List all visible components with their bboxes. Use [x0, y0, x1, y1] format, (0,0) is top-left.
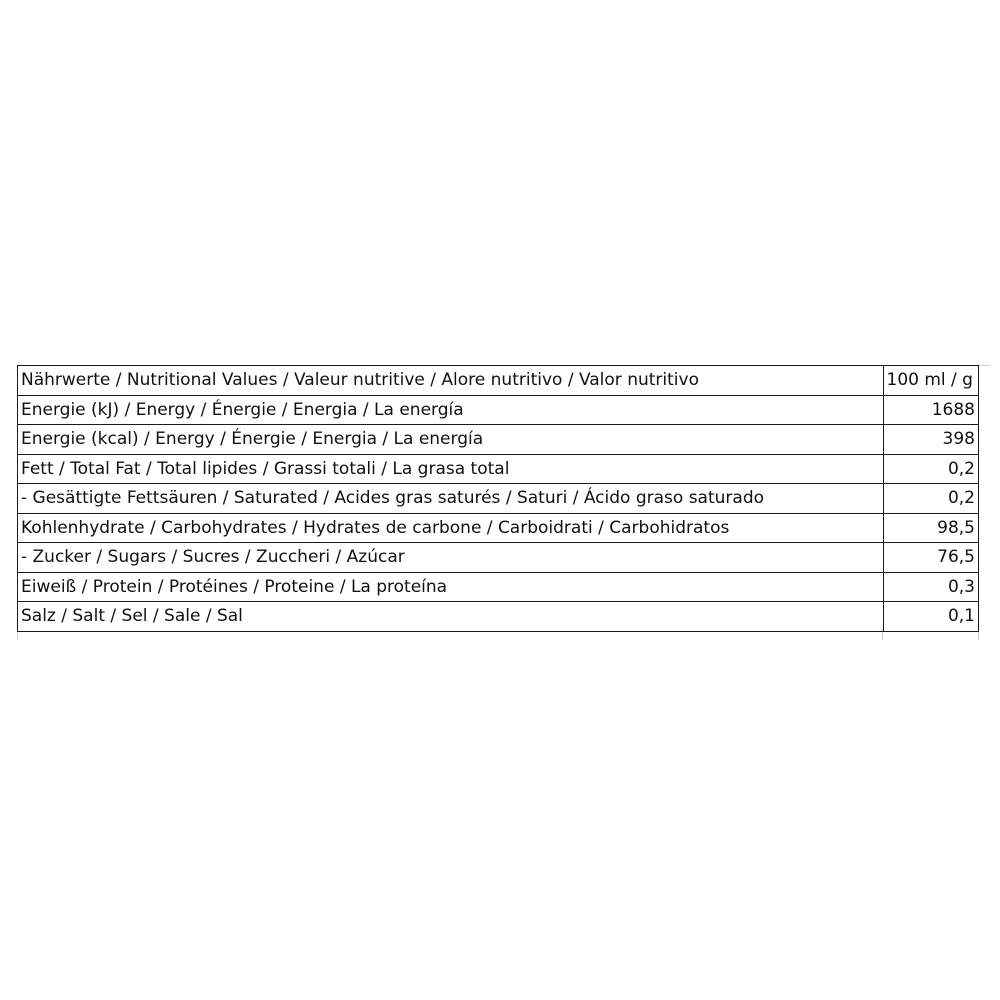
row-value-cell[interactable]: 0,2	[883, 454, 979, 484]
row-label-cell[interactable]: Fett / Total Fat / Total lipides / Grassi totali / La grasa total	[18, 454, 884, 484]
table-row	[18, 395, 979, 425]
table-row	[18, 425, 979, 455]
row-value-cell[interactable]: 1688	[883, 395, 979, 425]
nutrition-table	[17, 365, 979, 632]
row-label-cell[interactable]: Energie (kJ) / Energy / Énergie / Energia / La energía	[18, 395, 884, 425]
table-row	[18, 454, 979, 484]
row-value-cell[interactable]: 0,3	[883, 572, 979, 602]
row-label-cell[interactable]: - Gesättigte Fettsäuren / Saturated / Acides gras saturés / Saturi / Ácido graso saturado	[18, 484, 884, 514]
row-label-cell[interactable]: - Zucker / Sugars / Sucres / Zuccheri / Azúcar	[18, 543, 884, 573]
header-label-cell[interactable]: Nährwerte / Nutritional Values / Valeur nutritive / Alore nutritivo / Valor nutritivo	[18, 366, 884, 396]
table-row	[18, 513, 979, 543]
table-row	[18, 484, 979, 514]
gridline-left	[17, 630, 18, 640]
table-row	[18, 602, 979, 632]
gridline-right-edge	[978, 365, 990, 366]
row-value-cell[interactable]: 0,1	[883, 602, 979, 632]
row-label-cell[interactable]: Salz / Salt / Sel / Sale / Sal	[18, 602, 884, 632]
gridline-right	[978, 630, 979, 640]
gridline-middle	[882, 630, 883, 640]
row-label-cell[interactable]: Eiweiß / Protein / Protéines / Proteine / La proteína	[18, 572, 884, 602]
table-row	[18, 572, 979, 602]
row-label-cell[interactable]: Kohlenhydrate / Carbohydrates / Hydrates de carbone / Carboidrati / Carbohidratos	[18, 513, 884, 543]
table-row	[18, 543, 979, 573]
row-value-cell[interactable]: 398	[883, 425, 979, 455]
row-label-cell[interactable]: Energie (kcal) / Energy / Énergie / Energia / La energía	[18, 425, 884, 455]
row-value-cell[interactable]: 76,5	[883, 543, 979, 573]
row-value-cell[interactable]: 98,5	[883, 513, 979, 543]
header-unit-cell[interactable]: 100 ml / g	[883, 366, 979, 396]
row-value-cell[interactable]: 0,2	[883, 484, 979, 514]
table-header-row	[18, 366, 979, 396]
